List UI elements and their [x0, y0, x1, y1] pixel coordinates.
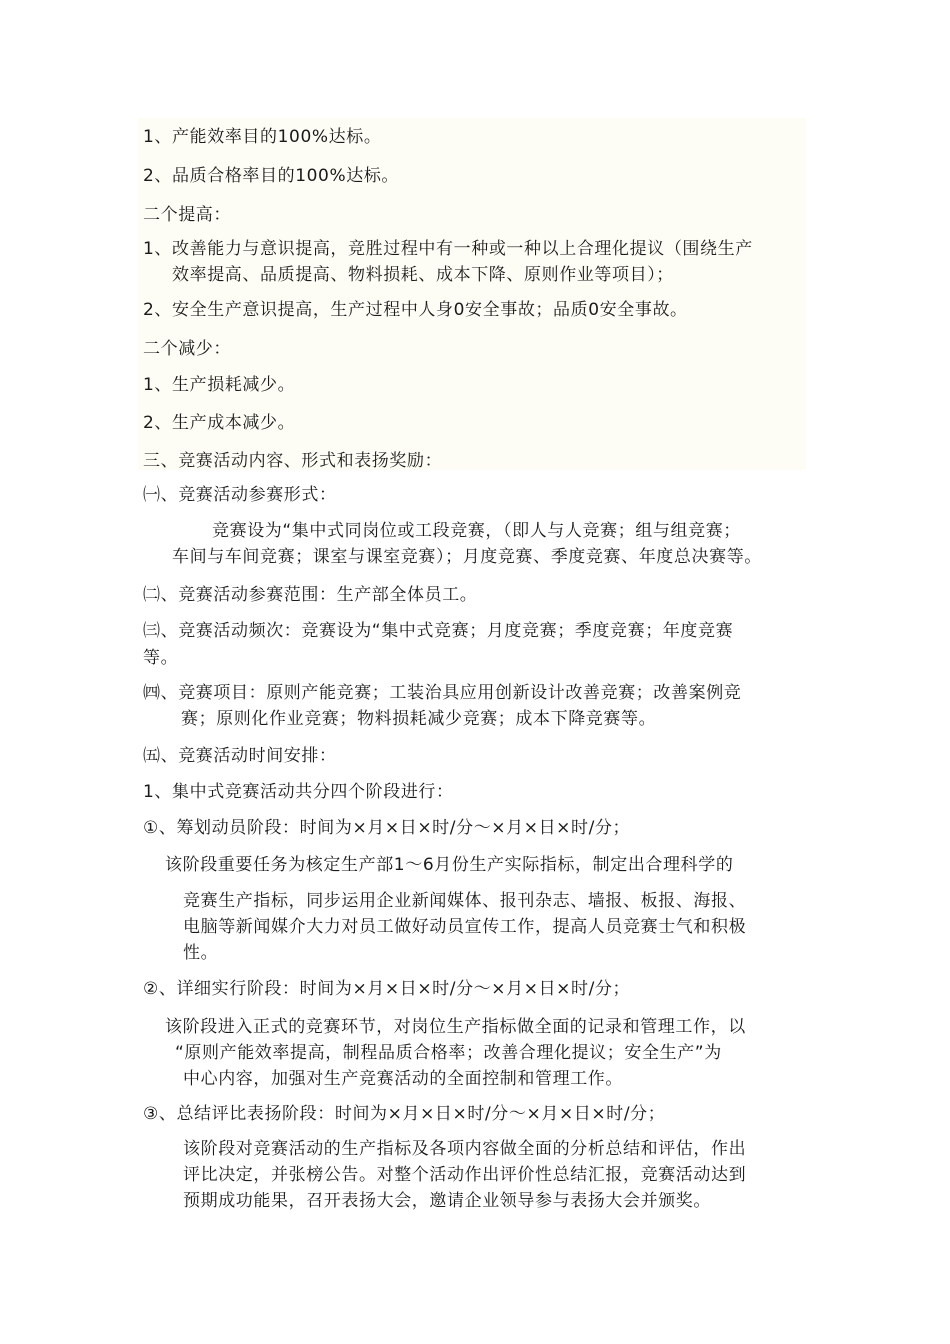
- text-line: ㈢、竞赛活动频次：竞赛设为“集中式竞赛；月度竞赛；季度竞赛；年度竞赛: [143, 621, 734, 641]
- text-line: 二个提高：: [143, 205, 231, 225]
- text-line: ①、筹划动员阶段：时间为×月×日×时/分～×月×日×时/分；: [143, 818, 631, 838]
- text-line: 二个减少：: [143, 339, 231, 359]
- text-line: 该阶段对竞赛活动的生产指标及各项内容做全面的分析总结和评估，作出: [183, 1139, 747, 1159]
- text-line: 车间与车间竞赛；课室与课室竞赛）；月度竞赛、季度竞赛、年度总决赛等。: [172, 547, 762, 567]
- text-line: 该阶段重要任务为核定生产部1～6月份生产实际指标，制定出合理科学的: [165, 855, 734, 875]
- text-line: ㈠、竞赛活动参赛形式：: [143, 485, 337, 505]
- text-line: 1、改善能力与意识提高，竞胜过程中有一种或一种以上合理化提议（围绕生产: [143, 239, 753, 259]
- text-line: 赛；原则化作业竞赛；物料损耗减少竞赛；成本下降竞赛等。: [181, 709, 657, 729]
- text-line: 2、生产成本减少。: [143, 413, 296, 433]
- text-line: 性。: [183, 943, 219, 963]
- text-line: ③、总结评比表扬阶段：时间为×月×日×时/分～×月×日×时/分；: [143, 1104, 666, 1124]
- text-line: ㈤、竞赛活动时间安排：: [143, 746, 337, 766]
- text-line: 预期成功能果，召开表扬大会，邀请企业领导参与表扬大会并颁奖。: [183, 1191, 711, 1211]
- text-line: 2、安全生产意识提高，生产过程中人身0安全事故；品质0安全事故。: [143, 300, 688, 320]
- text-line: ㈣、竞赛项目：原则产能竞赛；工装治具应用创新设计改善竞赛；改善案例竞: [143, 683, 742, 703]
- text-line: 三、竞赛活动内容、形式和表扬奖励：: [143, 451, 443, 471]
- text-line: 1、生产损耗减少。: [143, 375, 296, 395]
- text-line: 1、产能效率目的100%达标。: [143, 127, 382, 147]
- text-line: 1、集中式竞赛活动共分四个阶段进行：: [143, 782, 454, 802]
- text-line: “原则产能效率提高，制程品质合格率；改善合理化提议；安全生产”为: [175, 1043, 722, 1063]
- text-line: 该阶段进入正式的竞赛环节，对岗位生产指标做全面的记录和管理工作，以: [165, 1017, 746, 1037]
- text-line: 中心内容，加强对生产竞赛活动的全面控制和管理工作。: [183, 1069, 623, 1089]
- text-line: 等。: [143, 648, 179, 668]
- text-line: 竞赛生产指标，同步运用企业新闻媒体、报刊杂志、墙报、板报、海报、: [183, 891, 747, 911]
- text-line: 评比决定，并张榜公告。对整个活动作出评价性总结汇报，竞赛活动达到: [183, 1165, 747, 1185]
- text-line: 效率提高、品质提高、物料损耗、成本下降、原则作业等项目）；: [172, 265, 674, 285]
- text-line: 电脑等新闻媒介大力对员工做好动员宣传工作，提高人员竞赛士气和积极: [183, 917, 747, 937]
- text-line: 2、品质合格率目的100%达标。: [143, 166, 400, 186]
- text-line: 竞赛设为“集中式同岗位或工段竞赛，（即人与人竞赛；组与组竞赛；: [212, 521, 741, 541]
- text-line: ㈡、竞赛活动参赛范围：生产部全体员工。: [143, 585, 478, 605]
- text-line: ②、详细实行阶段：时间为×月×日×时/分～×月×日×时/分；: [143, 979, 631, 999]
